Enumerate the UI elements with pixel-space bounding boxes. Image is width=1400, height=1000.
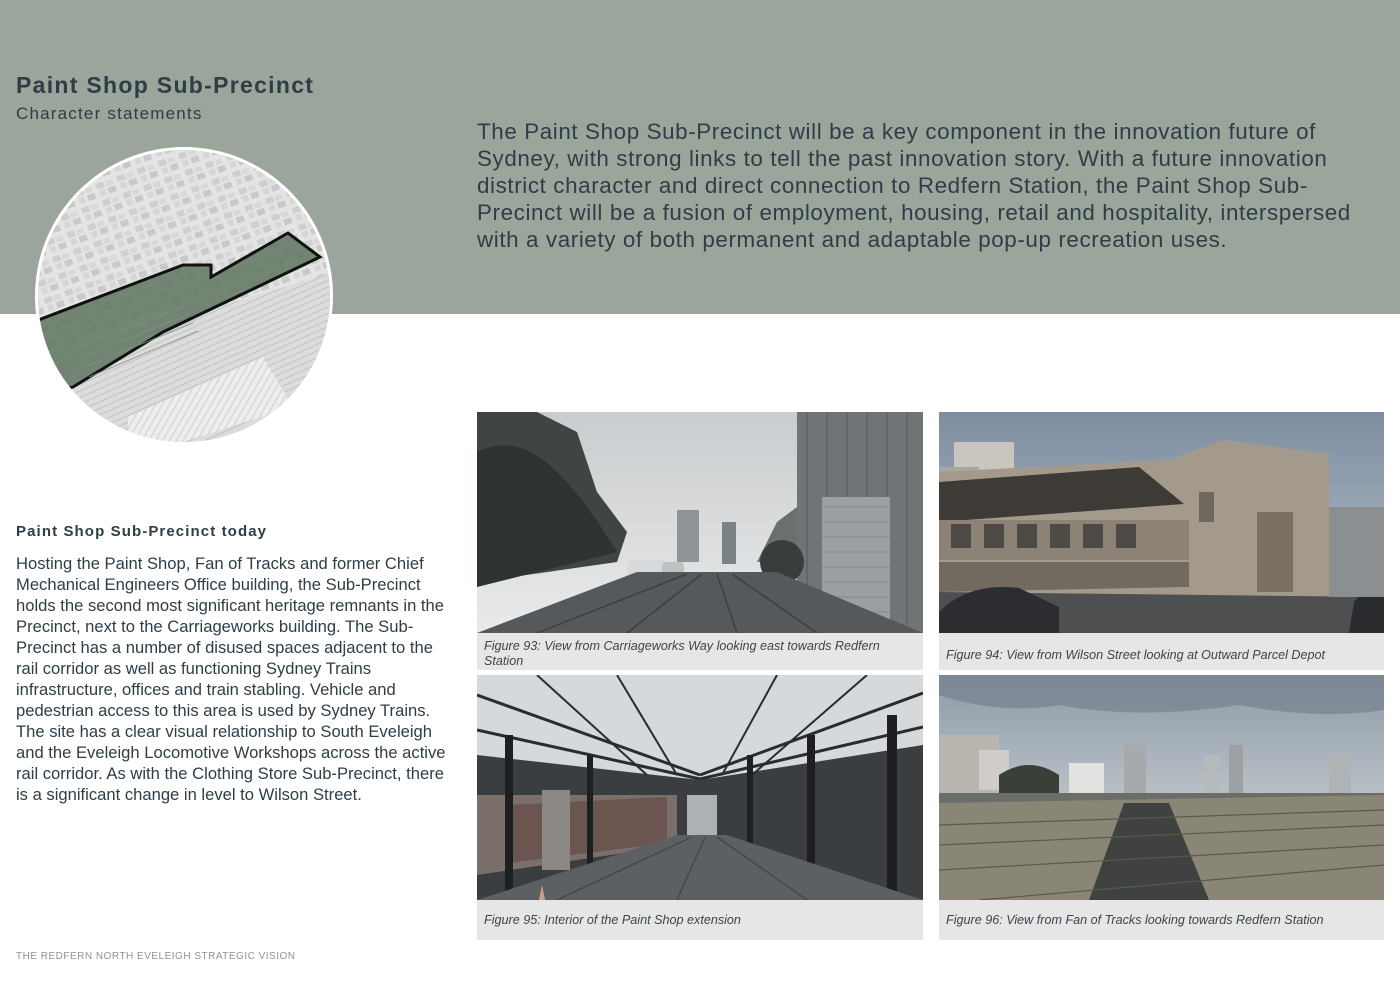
outward-parcel-depot-photo [939,412,1384,633]
today-description: Hosting the Paint Shop, Fan of Tracks and former Chief Mechanical Engineers Office building, the Sub-Precinct holds the second most significant heritage remnants in the Precinct, next to the Carriageworks building. The Sub-Precinct has a number of disused spaces adjacent to the rail corridor as well as functioning Sydney Trains infrastructure, offices and train stabling. Vehicle and pedestrian access to this area is used by Sydney Trains. The site has a clear visual relationship to South Eveleigh and the Eveleigh Locomotive Workshops across the active rail corridor. As with the Clothing Store Sub-Precinct, there is a significant change in level to Wilson Street. [16,554,446,804]
carriageworks-way-photo [477,412,923,633]
figure-95 [477,675,923,940]
page-title: Paint Shop Sub-Precinct [16,72,315,98]
figure-96-caption: Figure 96: View from Fan of Tracks looking towards Redfern Station [946,913,1324,927]
document-footer: THE REDFERN NORTH EVELEIGH STRATEGIC VISION [16,951,296,962]
figure-96 [939,675,1384,940]
intro-statement: The Paint Shop Sub-Precinct will be a key component in the innovation future of Sydney, with strong links to tell the past innovation story. With a future innovation district character and direct connection to Redfern Station, the Paint Shop Sub-Precinct will be a fusion of employment, housing, retail and hospitality, interspersed with a variety of both permanent and adaptable pop-up recreation uses. [477,119,1351,252]
fan-of-tracks-photo [939,675,1384,900]
figure-93-caption: Figure 93: View from Carriageworks Way looking east towards Redfern Station [484,639,880,668]
figure-95-caption: Figure 95: Interior of the Paint Shop extension [484,913,741,927]
page-subtitle: Character statements [16,104,203,123]
site-location-map [33,147,335,445]
today-heading: Paint Shop Sub-Precinct today [16,523,268,540]
figure-94-caption: Figure 94: View from Wilson Street looking at Outward Parcel Depot [946,648,1326,662]
figure-93 [477,412,923,670]
paint-shop-interior-photo [477,675,923,900]
figure-94 [939,412,1384,670]
